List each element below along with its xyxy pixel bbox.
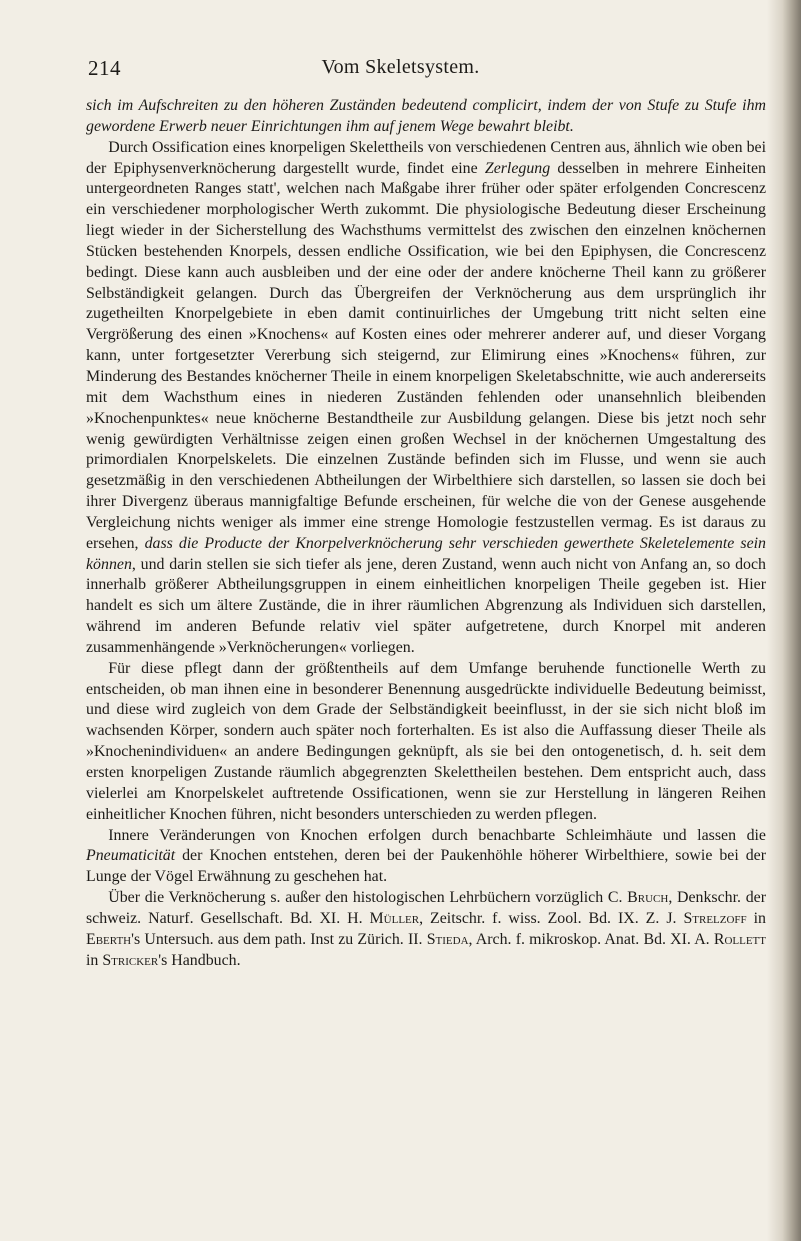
- body-text: [86, 96, 766, 971]
- text-run: , Denkschr. der schweiz. Naturf. Gesellschaft. Bd. XI. H.: [86, 889, 766, 927]
- page-gutter-shadow: [767, 0, 801, 1241]
- text-run: desselben in mehrere Einheiten untergeordneten Ranges statt', welchen nach Maßgabe ihrer früher oder später erfolgenden Concrescenz ein verschiedener morphologischer Werth zukommt. Die physiologische Bedeutung dieser Erscheinung liegt wieder in der Sicherstellung des Wachsthums vermittelst des zwischen den einzelnen knöchernen Stücken bestehenden Knorpels, dessen endliche Ossification, wie bei den Epiphysen, die Concrescenz bedingt. Diese kann auch ausbleiben und der eine oder der andere knöcherne Theil kann zu größerer Selbständigkeit gelangen. Durch das Übergreifen der Verknöcherung aus dem ursprünglich ihr zugetheilten Knorpelgebiete in eben damit continuirliches der Umgebung tritt nicht selten eine Vergrößerung des einen »Knochens« auf Kosten eines oder mehrerer anderer auf, und dieser Vorgang kann, unter fortgesetzter Vererbung sich steigernd, zur Elimirung eines »Knochens« führen, zur Minderung des Bestandes knöcherner Theile in einem knorpeligen Skeletabschnitte, wie auch andererseits mit dem Wachsthum eines in niederen Zuständen fehlenden oder unansehnlich bleibenden »Knochenpunktes« neue knöcherne Bestandtheile zur Ausbildung gelangen. Diese bis jetzt noch sehr wenig gewürdigten Verhältnisse zeigen einen großen Wechsel in der knöchernen Umgestaltung des primordialen Knorpelskelets. Die einzelnen Zustände befinden sich im Flusse, und wenn sie auch gesetzmäßig in den verschiedenen Abtheilungen der Wirbelthiere sich darstellen, so lassen sie doch bei ihrer Divergenz überaus mannigfaltige Befunde erscheinen, für welche die von der Genese ausgehende Vergleichung nichts weniger als immer eine strenge Homologie festzustellen vermag. Es ist daraus zu ersehen,: [86, 159, 766, 552]
- italic-text-run: sich im Aufschreiten zu den höheren Zuständen bedeutend complicirt, indem der von Stufe zu Stufe ihm gewordene Erwerb neuer Einrichtungen ihm auf jenem Wege bewahrt bleibt.: [86, 97, 766, 135]
- author-name: Müller: [369, 909, 420, 927]
- author-name: Stricker: [102, 951, 159, 969]
- paragraph-intro-continuation: [86, 96, 766, 138]
- paragraph-pneumaticity: [86, 826, 766, 889]
- text-run: in: [86, 951, 103, 969]
- page-number: 214: [88, 56, 121, 80]
- paragraph-functional-value: [86, 659, 766, 826]
- running-head: Vom Skeletsystem.: [321, 56, 480, 78]
- page-header: [0, 56, 801, 86]
- author-name: Bruch: [627, 889, 669, 907]
- text-run: , Zeitschr. f. wiss. Zool. Bd. IX. Z. J.: [419, 909, 684, 927]
- author-name: Rollett: [713, 930, 766, 948]
- text-run: , und darin stellen sie sich tiefer als jene, deren Zustand, wenn auch nicht von Anfang an, so doch innerhalb größerer Abtheilungsgruppen in einem einheitlichen knorpeligen Theile gegeben ist. Hier handelt es sich um ältere Zustände, die in ihrer räumlichen Abgrenzung als Individuen sich darstellen, während im anderen Befunde relativ viel später aufgetretene, durch Knorpel mit anderen zusammenhängende »Verknöcherungen« vorliegen.: [86, 555, 766, 656]
- italic-text-run: Zerlegung: [484, 159, 551, 177]
- text-run: 's Handbuch.: [158, 951, 241, 969]
- paragraph-ossification: [86, 138, 766, 659]
- text-run: Über die Verknöcherung s. außer den histologischen Lehrbüchern vorzüglich C.: [108, 889, 628, 907]
- italic-text-run: Pneumaticität: [86, 847, 176, 865]
- text-run: Für diese pflegt dann der größtentheils auf dem Umfange beruhende functionelle Werth zu entscheiden, ob man ihnen eine in besonderer Benennung ausgedrückte individuelle Bedeutung beimisst, und diese wird zugleich von dem Grade der Selbständigkeit beeinflusst, in der sie sich nicht bloß im wachsenden Körper, sondern auch später noch forterhalten. Es ist also die Auffassung dieser Theile als »Knochenindividuen« an andere Bedingungen geknüpft, als sie bei den ontogenetisch, d. h. seit dem ersten knorpeligen Zustande räumlich abgegrenzten Skelettheilen bestehen. Dem entspricht auch, dass vielerlei am Knorpelskelet auftretende Ossificationen, wenn sie zur Herstellung in längeren Reihen einheitlicher Knochen führen, nicht besonders unterschieden zu werden pflegen.: [86, 659, 766, 823]
- author-name: Eberth: [86, 930, 132, 948]
- text-run: der Knochen entstehen, deren bei der Paukenhöhle höherer Wirbelthiere, sowie bei der Lunge der Vögel Erwähnung zu geschehen hat.: [86, 847, 766, 886]
- text-run: Innere Veränderungen von Knochen erfolgen durch benachbarte Schleimhäute und lassen die: [108, 826, 766, 844]
- text-run: 's Untersuch. aus dem path. Inst zu Zürich. II.: [131, 930, 427, 948]
- text-run: , Arch. f. mikroskop. Anat. Bd. XI. A.: [468, 930, 714, 948]
- paragraph-references: [86, 888, 766, 971]
- text-run: Durch Ossification eines knorpeligen Skelettheils von verschiedenen Centren aus, ähnlich wie oben bei der Epiphysenverknöcherung dargestellt wurde, findet eine: [86, 138, 766, 177]
- author-name: Strelzoff: [683, 909, 747, 927]
- text-run: in: [746, 909, 766, 927]
- italic-text-run: dass die Producte der Knorpelverknöcherung sehr verschieden gewerthete Skeletelemente sein können: [86, 534, 766, 573]
- author-name: Stieda: [426, 930, 469, 948]
